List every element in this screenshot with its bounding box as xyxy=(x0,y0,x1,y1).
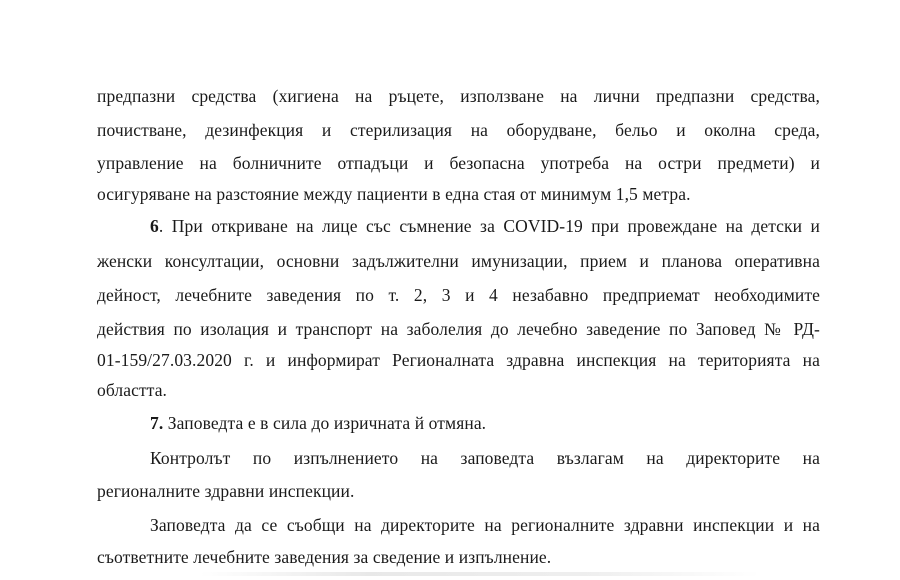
notify-second-line: съответните лечебните заведения за сведение и изпълнение. xyxy=(97,547,552,567)
text-line: управление на болничните отпадъци и безопасна употреба на остри предмети) и xyxy=(97,153,820,173)
item-7-text: Заповедта е в сила до изричната й отмяна. xyxy=(163,413,487,433)
text-line: осигуряване на разстояние между пациенти в една стая от минимум 1,5 метра. xyxy=(97,184,691,204)
text-line: почистване, дезинфекция и стерилизация на оборудване, бельо и околна среда, xyxy=(97,120,820,140)
item-6-text: . При откриване на лице със съмнение за COVID-19 при провеждане на детски и xyxy=(158,216,820,236)
text-line: областта. xyxy=(97,380,168,400)
scan-artifact xyxy=(200,572,760,576)
text-line: дейност, лечебните заведения по т. 2, 3 и 4 незабавно предприемат необходимите xyxy=(97,285,820,305)
item-7-number: 7. xyxy=(150,413,164,433)
item-7-line xyxy=(150,411,820,435)
control-first-line: Контролът по изпълнението на заповедта възлагам на директорите на xyxy=(150,448,820,468)
item-6-number: 6 xyxy=(150,216,159,236)
notify-first-line: Заповедта да се съобщи на директорите на регионалните здравни инспекции и на xyxy=(150,515,820,535)
text-line: действия по изолация и транспорт на заболелия до лечебно заведение по Заповед № РД- xyxy=(97,319,820,339)
control-second-line: регионалните здравни инспекции. xyxy=(97,481,355,501)
text-line: предпазни средства (хигиена на ръцете, използване на лични предпазни средства, xyxy=(97,86,820,106)
text-line: 01-159/27.03.2020 г. и информират Регионалната здравна инспекция на територията на xyxy=(97,350,820,370)
item-6-first-line xyxy=(150,214,820,238)
text-line: женски консултации, основни задължителни имунизации, прием и планова оперативна xyxy=(97,251,820,271)
